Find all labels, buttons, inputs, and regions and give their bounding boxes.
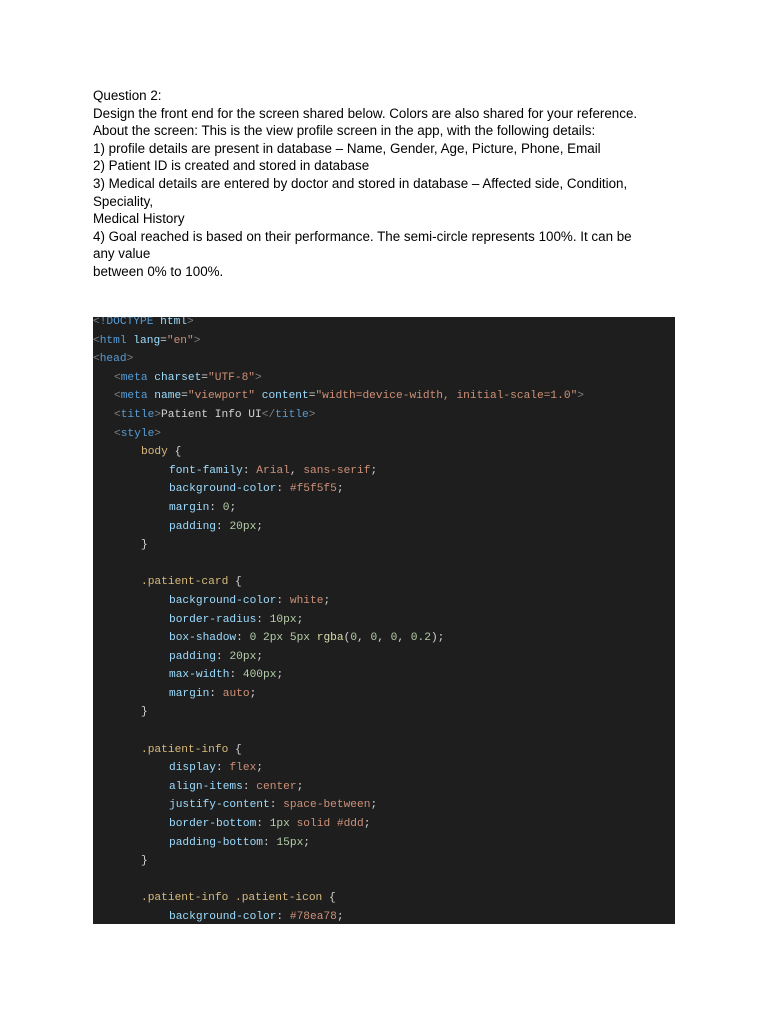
code-token: .patient-card [141,576,229,589]
code-token: meta [120,390,148,403]
code-line [93,499,675,518]
code-token: { [228,743,242,756]
code-token: = [201,371,209,384]
code-token: = [160,334,167,347]
code-token: border-bottom [169,818,257,831]
code-token: background-color [169,911,277,923]
code-token: "viewport" [187,390,256,403]
code-token: meta [120,371,148,384]
code-token: , [357,632,371,645]
code-token: box-shadow [169,632,237,645]
code-token: 20px [229,650,257,663]
code-token: title [275,408,309,421]
code-token: > [126,353,134,366]
code-token: ; [336,483,344,496]
code-line [93,443,675,462]
code-token: > [255,371,262,384]
code-token: ; [363,818,371,831]
code-token: < [114,427,121,440]
code-token: font-family [169,464,243,477]
code-token: auto [222,687,250,700]
code-line [93,350,675,369]
code-token: white [289,594,324,607]
text-line: 2) Patient ID is created and stored in database [93,158,370,174]
code-token: background-color [169,594,277,607]
code-token: margin [169,687,210,700]
code-token: > [193,334,201,347]
code-token: } [141,855,148,868]
code-token: : [256,613,270,626]
code-line [93,834,675,853]
code-token: , [289,464,304,477]
code-token: : [209,687,223,700]
code-token: : [276,911,290,923]
code-line [93,908,675,924]
code-token: = [181,390,188,403]
code-token: } [141,706,148,719]
code-token: "en" [166,334,194,347]
code-token: Arial [256,464,290,477]
code-token: border-radius [169,613,257,626]
code-token: Patient Info UI [161,408,262,421]
code-token: < [114,408,121,421]
code-token: !DOCTYPE [99,317,154,328]
code-token: : [209,501,223,514]
code-token: 10px [269,613,297,626]
code-line [93,536,675,555]
code-token: ( [343,632,351,645]
code-token: .patient-info .patient-icon [141,892,323,905]
code-token: space-between [283,799,371,812]
text-line: 4) Goal reached is based on their performance. The semi-circle represents 100%. It can be [93,228,632,244]
code-token: , [377,632,391,645]
code-line [93,796,675,815]
code-token: </ [261,408,276,421]
code-line [93,648,675,667]
code-token: : [276,483,290,496]
text-line: Question 2: [93,88,162,103]
code-line [93,666,675,685]
code-token: : [242,780,257,793]
code-token: 400px [242,669,277,682]
code-token: 0 [222,501,230,514]
code-token [290,818,297,830]
code-line [93,518,675,537]
text-line: Design the front end for the screen shared below. Colors are also shared for your reference. [93,105,638,121]
code-token: : [269,799,284,812]
code-token: "UTF-8" [208,371,256,384]
code-token: #78ea78 [289,911,337,923]
text-line: Medical History [93,211,185,227]
code-line [93,722,675,741]
code-token: 15px [276,836,304,849]
code-line [93,685,675,704]
question-text [93,87,693,281]
code-line [93,555,675,574]
code-token: .patient-info [141,743,229,756]
code-token: name [154,390,182,403]
code-token: : [263,836,277,849]
text-line: 1) profile details are present in database – Name, Gender, Age, Picture, Phone, Email [93,140,601,156]
code-token: padding [169,520,216,533]
code-token: : [216,650,230,663]
code-token: ; [256,762,264,775]
code-token: 0 [390,632,398,645]
code-line [93,815,675,834]
code-token: charset [154,371,202,384]
code-line [93,759,675,778]
code-token: , [397,632,411,645]
code-token: padding-bottom [169,836,263,849]
code-token: > [154,408,162,421]
code-token: : [242,464,257,477]
code-token: : [216,520,230,533]
code-line [93,317,675,332]
code-token: : [236,632,250,645]
code-token: : [216,762,230,775]
code-token: #f5f5f5 [289,483,337,496]
code-token: background-color [169,483,277,496]
code-token: html [99,334,127,347]
code-token: 0 [350,632,358,645]
code-line [93,480,675,499]
code-token: ; [370,464,378,477]
code-line [93,703,675,722]
code-token: rgba [316,632,344,645]
code-token: align-items [169,780,243,793]
code-line [93,406,675,425]
code-line [93,387,675,406]
code-token: ; [370,799,378,812]
code-token: : [229,669,243,682]
code-token: ; [323,594,331,607]
code-line [93,611,675,630]
code-token: < [93,334,100,347]
code-token: head [99,353,127,366]
code-token: sans-serif [303,464,371,477]
code-token: display [169,762,216,775]
code-line [93,369,675,388]
code-token: > [154,427,162,440]
code-token: < [114,390,121,403]
code-token: { [228,576,242,589]
code-token: ); [430,632,445,645]
code-token: : [256,818,270,831]
code-token: ; [256,650,264,663]
code-token: : [276,594,290,607]
code-token: ; [229,501,237,514]
code-token: ; [276,669,284,682]
code-token: > [308,408,316,421]
code-line [93,778,675,797]
code-block [93,317,675,924]
code-line [93,332,675,351]
text-line: About the screen: This is the view profile screen in the app, with the following details: [93,123,596,139]
code-token: center [256,780,297,793]
code-token: html [160,317,188,328]
code-line [93,741,675,760]
code-line [93,852,675,871]
code-token: ; [249,687,257,700]
code-token: flex [229,762,257,775]
code-token: 0.2 [410,632,431,645]
code-token: ; [336,911,344,923]
text-line: any value [93,246,151,262]
code-token: < [93,317,100,328]
code-line [93,592,675,611]
code-token: title [120,408,155,421]
code-token [255,390,262,402]
text-line: 3) Medical details are entered by doctor and stored in database – Affected side, Condition, [93,175,628,191]
code-token: < [93,353,100,366]
code-token: > [577,390,585,403]
text-line: Speciality, [93,193,154,209]
code-token: = [308,390,316,403]
code-token: < [114,371,121,384]
code-token: ; [296,613,304,626]
code-line [93,889,675,908]
code-line [93,871,675,890]
code-token: style [120,427,155,440]
code-token: body [141,446,168,459]
code-token: 0 [370,632,378,645]
code-token: { [322,892,336,905]
code-token: max-width [169,669,230,682]
code-token: > [187,317,194,328]
code-token: { [167,446,182,459]
code-token: justify-content [169,799,270,812]
code-token: ; [256,520,264,533]
code-token [310,632,317,644]
code-token: 20px [229,520,257,533]
text-line: between 0% to 100%. [93,263,224,279]
code-token: padding [169,650,216,663]
code-token: margin [169,501,210,514]
code-token: "width=device-width, initial-scale=1.0" [315,390,578,403]
code-token: ; [303,836,311,849]
code-token: lang [133,334,161,347]
code-line [93,629,675,648]
code-line [93,425,675,444]
code-token: 1px [269,818,290,831]
code-token: } [141,539,148,552]
code-token: content [261,390,309,403]
code-line [93,462,675,481]
code-line [93,573,675,592]
code-token: ; [296,780,304,793]
code-token: 0 2px 5px [249,632,311,645]
code-token: solid #ddd [296,818,364,831]
